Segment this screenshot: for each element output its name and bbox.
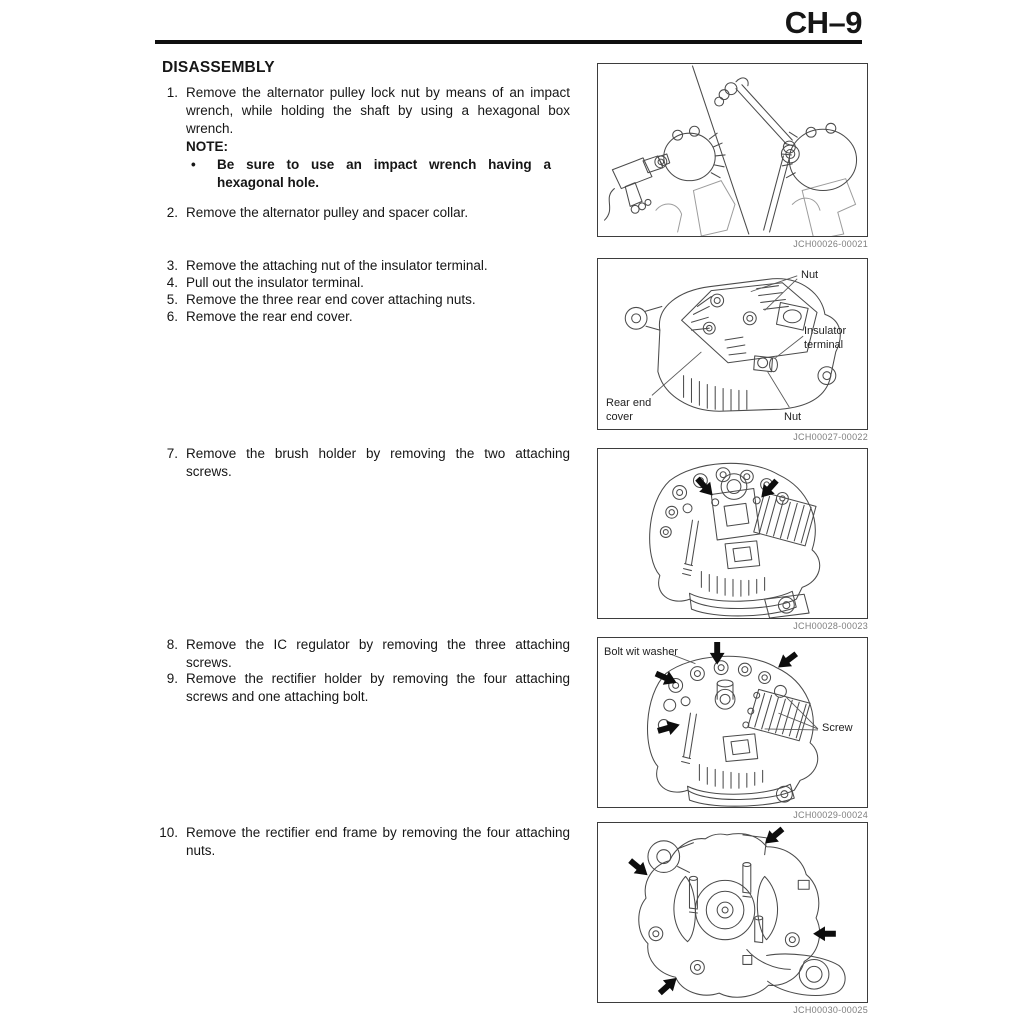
figure-rectifier-end-frame	[597, 822, 868, 1003]
removal-arrow-icon	[655, 972, 682, 998]
removal-arrow-icon	[656, 718, 682, 739]
step-number: 10.	[159, 825, 178, 840]
step-text: Remove the alternator pulley and spacer collar.	[186, 205, 469, 220]
removal-arrow-icon	[813, 926, 836, 941]
figure-rear-end-cover	[597, 258, 868, 430]
step-number: 6.	[166, 309, 178, 324]
label-nut-top: Nut	[801, 269, 819, 281]
figure-code: JCH00030-00025	[793, 1005, 868, 1015]
step-10	[152, 824, 570, 860]
step-text: Pull out the insulator terminal.	[186, 275, 364, 290]
step-9	[152, 670, 570, 706]
leader-lines	[652, 276, 803, 407]
removal-arrow-icon	[760, 823, 787, 849]
step-6	[152, 308, 570, 326]
figure-code: JCH00026-00021	[793, 239, 868, 249]
label-insulator-terminal: Insulator terminal	[804, 325, 847, 351]
label-nut-bottom: Nut	[784, 411, 802, 423]
note-text: Be sure to use an impact wrench having a hexagonal hole.	[217, 157, 551, 190]
step-text: Remove the three rear end cover attaching nuts.	[186, 292, 476, 307]
figure-illustration-rectifier-end-frame	[598, 823, 867, 1002]
leader-lines	[670, 654, 818, 730]
step-number: 3.	[166, 258, 178, 273]
figure-illustration-impact-wrench	[598, 64, 867, 236]
figure-impact-wrench	[597, 63, 868, 237]
figure-brush-holder	[597, 448, 868, 619]
step-text: Remove the rectifier end frame by removing the four attaching nuts.	[186, 825, 570, 858]
step-text: Remove the rectifier holder by removing the four attaching screws and one attaching bolt.	[186, 671, 570, 704]
step-text: Remove the IC regulator by removing the three attaching screws.	[186, 637, 570, 670]
note-label: NOTE:	[186, 139, 228, 154]
label-screw: Screw	[822, 722, 853, 734]
step-8	[152, 636, 570, 672]
bullet-icon: •	[191, 157, 196, 172]
section-title: DISASSEMBLY	[162, 59, 275, 76]
step-number: 9.	[166, 671, 178, 686]
step-text: Remove the brush holder by removing the two attaching screws.	[186, 446, 570, 479]
step-number: 5.	[166, 292, 178, 307]
figure-code: JCH00028-00023	[793, 621, 868, 631]
step-2	[152, 204, 570, 222]
step-1	[152, 84, 570, 137]
figure-illustration-brush-holder	[598, 449, 867, 618]
figure-ic-regulator-rectifier	[597, 637, 868, 808]
figure-code: JCH00029-00024	[793, 810, 868, 820]
step-3	[152, 257, 570, 275]
header-rule	[155, 40, 862, 44]
step-text: Remove the alternator pulley lock nut by means of an impact wrench, while holding the shaft by using a hexagonal box wrench.	[186, 85, 570, 136]
step-number: 1.	[166, 85, 178, 100]
step-text: Remove the attaching nut of the insulator terminal.	[186, 258, 488, 273]
removal-arrow-icon	[774, 648, 801, 674]
step-5	[152, 291, 570, 309]
step-number: 4.	[166, 275, 178, 290]
figure-code: JCH00027-00022	[793, 432, 868, 442]
note-item	[186, 156, 551, 192]
step-4	[152, 274, 570, 292]
step-7	[152, 445, 570, 481]
removal-arrow-icon	[692, 474, 718, 501]
step-number: 8.	[166, 637, 178, 652]
step-text: Remove the rear end cover.	[186, 309, 353, 324]
label-bolt-with-washer: Bolt wit washer	[604, 646, 678, 658]
page-code: CH–9	[784, 5, 862, 40]
step-number: 2.	[166, 205, 178, 220]
step-number: 7.	[166, 446, 178, 461]
label-rear-end-cover: Rear end cover	[606, 397, 652, 423]
